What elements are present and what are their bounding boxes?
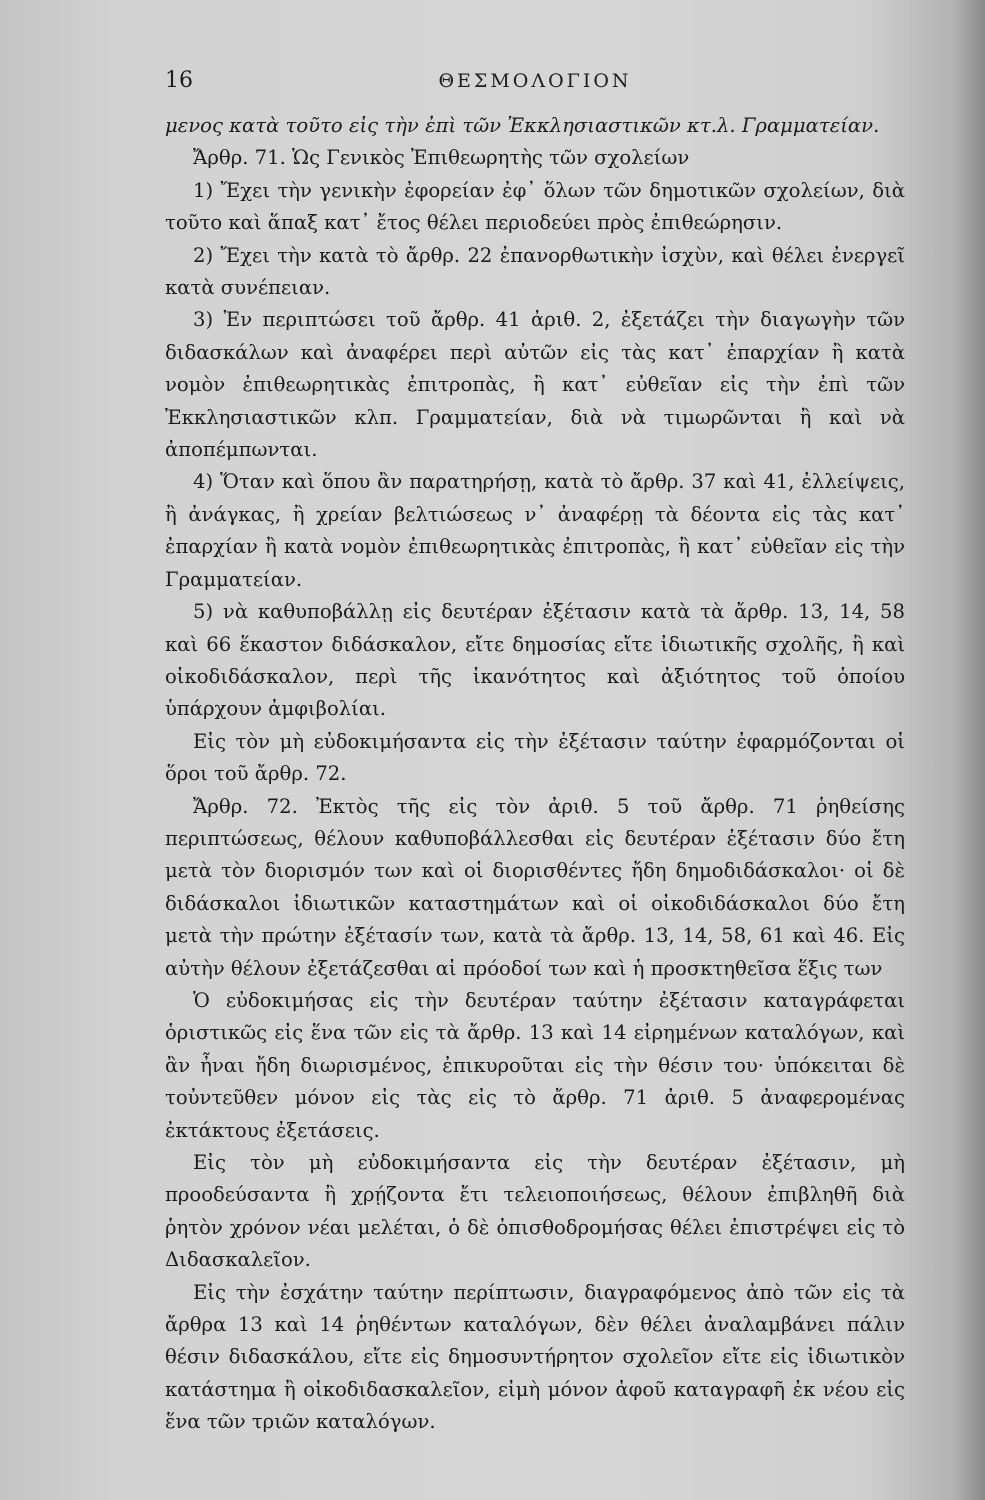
article-71-item-1: 1) Ἔχει τὴν γενικὴν ἐφορείαν ἐφ᾽ ὅλων τῶν δημοτικῶν σχολείων, διὰ τοῦτο καὶ ἅπαξ κατ᾽ ἔτος θέλει περιοδεύει πρὸς ἐπιθεώρησιν.: [165, 178, 905, 235]
page-number: 16: [165, 68, 193, 93]
body-text: [165, 110, 905, 1439]
article-72-paragraph-3: Εἰς τὸν μὴ εὐδοκιμήσαντα εἰς τὴν δευτέραν ἐξέτασιν, μὴ προοδεύσαντα ἢ χρῄζοντα ἔτι τελειοποιήσεως, θέλουν ἐπιβληθῆ διὰ ῥητὸν χρόνον νέαι μελέται, ὁ δὲ ὀπισθοδρομήσας θέλει ἐπιστρέψει εἰς τὸ Διδασκαλεῖον.: [165, 1151, 905, 1272]
page-edge-shadow: [955, 0, 985, 1500]
article-72-paragraph-4: Εἰς τὴν ἐσχάτην ταύτην περίπτωσιν, διαγραφόμενος ἀπὸ τῶν εἰς τὰ ἄρθρα 13 καὶ 14 ῥηθέντων καταλόγων, δὲν θέλει ἀναλαμβάνει πάλιν θέσιν διδασκάλου, εἴτε εἰς δημοσυντήρητον σχολεῖον εἴτε εἰς ἰδιωτικὸν κατάστημα ἢ οἰκοδιδασκαλεῖον, εἰμὴ μόνον ἀφοῦ καταγραφῆ ἐκ νέου εἰς ἕνα τῶν τριῶν καταλόγων.: [165, 1280, 905, 1434]
article-71-item-5: 5) νὰ καθυποβάλλῃ εἰς δευτέραν ἐξέτασιν κατὰ τὰ ἄρθρ. 13, 14, 58 καὶ 66 ἕκαστον διδάσκαλον, εἴτε δημοσίας εἴτε ἰδιωτικῆς σχολῆς, ἢ καὶ οἰκοδιδάσκαλον, περὶ τῆς ἱκανότητος καὶ ἀξιότητος τοῦ ὁποίου ὑπάρχουν ἀμφιβολίαι.: [165, 600, 905, 721]
article-72: Ἄρθρ. 72. Ἐκτὸς τῆς εἰς τὸν ἀριθ. 5 τοῦ ἄρθρ. 71 ῥηθείσης περιπτώσεως, θέλουν καθυποβάλλεσθαι εἰς δευτέραν ἐξέτασιν δύο ἔτη μετὰ τὸν διορισμόν των καὶ οἱ διορισθέντες ἤδη δημοδιδάσκαλοι· οἱ δὲ διδάσκαλοι ἰδιωτικῶν καταστημάτων καὶ οἱ οἰκοδιδάσκαλοι δύο ἔτη μετὰ τὴν πρώτην ἐξέτασίν των, κατὰ τὰ ἄρθρ. 13, 14, 58, 61 καὶ 46. Εἰς αὐτὴν θέλουν ἐξετάζεσθαι αἱ πρόοδοί των καὶ ἡ προσκτηθεῖσα ἕξις των: [165, 794, 905, 980]
article-71-item-3: 3) Ἐν περιπτώσει τοῦ ἄρθρ. 41 ἀριθ. 2, ἐξετάζει τὴν διαγωγὴν τῶν διδασκάλων καὶ ἀναφέρει περὶ αὐτῶν εἰς τὰς κατ᾽ ἐπαρχίαν ἢ κατὰ νομὸν ἐπιθεωρητικὰς ἐπιτροπὰς, ἢ κατ᾽ εὐθεῖαν εἰς τὴν ἐπὶ τῶν Ἐκκλησιαστικῶν κλπ. Γραμματείαν, διὰ νὰ τιμωρῶνται ἢ καὶ νὰ ἀποπέμπωνται.: [165, 308, 905, 462]
article-71-note: Εἰς τὸν μὴ εὐδοκιμήσαντα εἰς τὴν ἐξέτασιν ταύτην ἐφαρμόζονται οἱ ὅροι τοῦ ἄρθρ. 72.: [165, 729, 905, 786]
article-71-item-4: 4) Ὅταν καὶ ὅπου ἂν παρατηρήσῃ, κατὰ τὸ ἄρθρ. 37 καὶ 41, ἐλλείψεις, ἢ ἀνάγκας, ἢ χρείαν βελτιώσεως ν᾽ ἀναφέρῃ τὰ δέοντα εἰς τὰς κατ᾽ ἐπαρχίαν ἢ κατὰ νομὸν ἐπιθεωρητικὰς ἐπιτροπὰς, ἢ κατ᾽ εὐθεῖαν εἰς τὴν Γραμματείαν.: [165, 470, 905, 591]
article-71-item-2: 2) Ἔχει τὴν κατὰ τὸ ἄρθρ. 22 ἐπανορθωτικὴν ἰσχὺν, καὶ θέλει ἐνεργεῖ κατὰ συνέπειαν.: [165, 243, 905, 300]
page-header: [165, 68, 905, 98]
article-71-heading: Ἄρθρ. 71. Ὡς Γενικὸς Ἐπιθεωρητὴς τῶν σχολείων: [193, 146, 690, 170]
running-title: ΘΕΣΜΟΛΟΓΙΟΝ: [438, 70, 632, 92]
paragraph-continuation: μενος κατὰ τοῦτο εἰς τὴν ἐπὶ τῶν Ἐκκλησιαστικῶν κτ.λ. Γραμματείαν.: [165, 114, 880, 137]
article-72-paragraph-2: Ὁ εὐδοκιμήσας εἰς τὴν δευτέραν ταύτην ἐξέτασιν καταγράφεται ὁριστικῶς εἰς ἕνα τῶν εἰς τὰ ἄρθρ. 13 καὶ 14 εἰρημένων καταλόγων, καὶ ἂν ἦναι ἤδη διωρισμένος, ἐπικυροῦται εἰς τὴν θέσιν του· ὑπόκειται δὲ τοὐντεῦθεν μόνον εἰς τὰς εἰς τὸ ἄρθρ. 71 ἀριθ. 5 ἀναφερομένας ἐκτάκτους ἐξετάσεις.: [165, 988, 905, 1142]
